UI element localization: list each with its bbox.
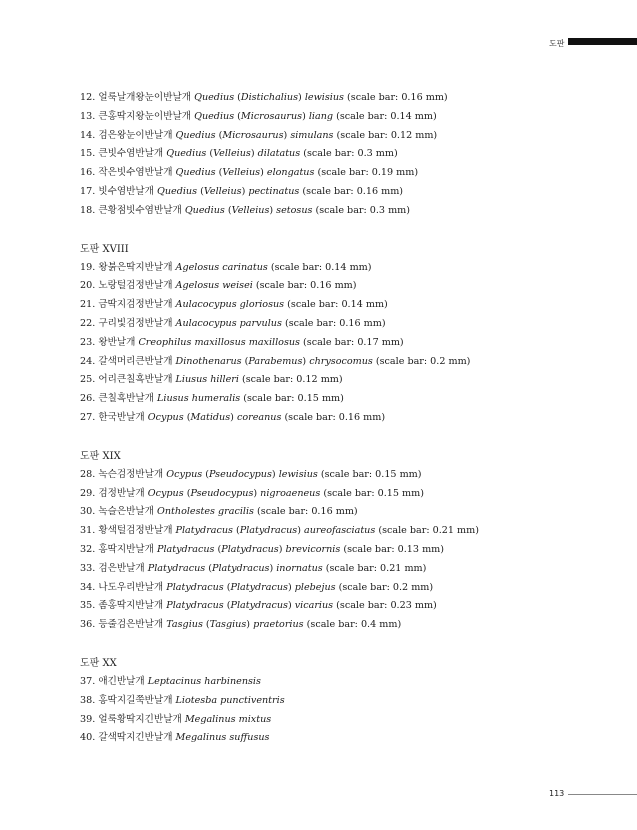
taxon-name-part: Ocypus (147, 411, 184, 423)
entry-number: 15. (80, 148, 96, 160)
entry-number: 40. (80, 732, 96, 744)
taxon-punctuation: ) (260, 167, 267, 179)
entry-number: 30. (80, 506, 96, 518)
scientific-name (166, 582, 335, 593)
korean-name: 녹슬은반날개 (98, 506, 154, 518)
caption-entry (80, 579, 617, 598)
taxon-punctuation: ( (202, 468, 209, 480)
taxon-name-part: Platydracus (230, 600, 288, 612)
korean-name: 구리빛검정반날개 (98, 317, 173, 329)
taxon-punctuation: ( (241, 355, 249, 367)
caption-entry (80, 560, 617, 579)
caption-entry (80, 597, 617, 616)
taxon-punctuation: ( (202, 619, 210, 631)
caption-entry (80, 89, 617, 108)
caption-entry (80, 145, 617, 164)
scale-bar-note: (scale bar: 0.15 mm) (323, 487, 424, 499)
scientific-name (176, 130, 334, 141)
section-header-label: 도판 (549, 39, 565, 48)
taxon-name-part: lewisius (304, 92, 344, 103)
taxon-name-part: Platydracus (211, 562, 270, 574)
taxon-name-part: Creophilus maxillosus maxillosus (138, 336, 300, 348)
caption-entry (80, 183, 617, 202)
korean-name: 큰홍딱지왕눈이반날개 (98, 110, 192, 122)
taxon-name-part: Velleius (222, 167, 261, 179)
scale-bar-note: (scale bar: 0.16 mm) (284, 317, 386, 329)
korean-name: 애긴반날개 (98, 675, 145, 687)
taxon-name-part: Distichalius (240, 92, 299, 103)
caption-entry (80, 296, 617, 315)
scientific-name (157, 506, 254, 517)
korean-name: 큰황점빗수염반날개 (98, 204, 182, 216)
taxon-name-part: brevicornis (285, 543, 341, 555)
taxon-name-part: praetorius (253, 619, 304, 631)
entry-number: 23. (80, 336, 96, 348)
caption-entry (80, 729, 617, 748)
korean-name: 얼룩날개왕눈이반날개 (98, 92, 192, 103)
taxon-name-part: vicarius (294, 600, 334, 612)
taxon-name-part: lewisius (278, 468, 318, 480)
taxon-punctuation: ( (223, 581, 231, 593)
scientific-name (166, 148, 300, 159)
entry-number: 24. (80, 355, 96, 367)
korean-name: 작은빗수염반날개 (98, 167, 173, 179)
scientific-name (148, 488, 321, 499)
taxon-punctuation: ( (223, 600, 231, 612)
korean-name: 얼룩황딱지긴반날개 (98, 713, 182, 725)
taxon-name-part: Platydracus (230, 581, 288, 593)
entry-number: 38. (80, 694, 96, 706)
scale-bar-note: (scale bar: 0.4 mm) (306, 619, 402, 631)
taxon-name-part: Quedius (194, 110, 235, 122)
taxon-punctuation: ) (298, 92, 305, 103)
korean-name: 검정반날개 (98, 487, 145, 499)
scientific-name (157, 393, 240, 404)
scientific-name (176, 374, 239, 385)
taxon-name-part: Matidus (190, 411, 231, 423)
entry-number: 12. (80, 92, 96, 103)
taxon-name-part: plebejus (294, 581, 336, 593)
taxon-punctuation: ( (197, 185, 204, 197)
scale-bar-note: (scale bar: 0.15 mm) (243, 393, 344, 405)
taxon-punctuation: ( (214, 543, 222, 555)
scientific-name (138, 337, 300, 348)
plate-section-title: 도판 XVIII (80, 243, 129, 255)
caption-entry (80, 466, 617, 485)
scale-bar-note: (scale bar: 0.16 mm) (255, 280, 357, 292)
scale-bar-note: (scale bar: 0.12 mm) (242, 374, 343, 386)
korean-name: 큰빗수염반날개 (98, 148, 164, 160)
taxon-name-part: inornatus (276, 562, 323, 574)
entry-number: 29. (80, 487, 96, 499)
entry-number: 32. (80, 543, 96, 555)
taxon-name-part: elongatus (266, 167, 315, 179)
taxon-name-part: Quedius (184, 204, 225, 216)
taxon-name-part: Velleius (213, 148, 251, 160)
taxon-punctuation: ) (269, 562, 277, 574)
taxon-punctuation: ) (283, 129, 291, 141)
taxon-name-part: Platydracus (239, 525, 298, 537)
taxon-name-part: Platydracus (175, 525, 233, 537)
entry-number: 34. (80, 581, 96, 593)
taxon-name-part: Quedius (175, 129, 216, 141)
taxon-name-part: Quedius (166, 148, 207, 160)
taxon-punctuation: ( (234, 92, 241, 103)
caption-entry (80, 503, 617, 522)
taxon-punctuation: ( (234, 110, 241, 122)
taxon-punctuation: ( (205, 562, 212, 574)
taxon-name-part: Dinothenarus (175, 355, 242, 367)
caption-entry (80, 334, 617, 353)
korean-name: 검은왕눈이반날개 (98, 129, 173, 141)
entry-number: 33. (80, 562, 96, 574)
caption-entry (80, 616, 617, 635)
taxon-name-part: Platydracus (221, 543, 279, 555)
entry-number: 21. (80, 299, 96, 311)
korean-name: 황색털검정반날개 (98, 525, 173, 537)
taxon-name-part: Microsaurus (240, 110, 303, 122)
taxon-punctuation: ) (287, 581, 295, 593)
entry-number: 17. (80, 185, 96, 197)
caption-entry (80, 541, 617, 560)
taxon-punctuation: ( (215, 167, 223, 179)
taxon-name-part: Pseudocypus (208, 468, 272, 480)
scientific-name (176, 318, 282, 329)
caption-entry (80, 108, 617, 127)
scale-bar-note: (scale bar: 0.21 mm) (378, 525, 479, 537)
entry-number: 31. (80, 525, 96, 537)
scientific-name (194, 111, 333, 122)
scientific-name (157, 186, 299, 197)
scale-bar-note: (scale bar: 0.23 mm) (336, 600, 437, 612)
entry-number: 13. (80, 110, 96, 122)
scientific-name (166, 619, 303, 630)
taxon-name-part: Ontholestes gracilis (157, 506, 254, 518)
korean-name: 갈색딱지긴반날개 (98, 732, 173, 744)
taxon-name-part: Platydracus (166, 581, 224, 593)
scale-bar-note: (scale bar: 0.16 mm) (302, 185, 404, 197)
entry-number: 14. (80, 129, 96, 141)
taxon-punctuation: ( (232, 525, 240, 537)
taxon-name-part: pectinatus (248, 185, 300, 197)
taxon-punctuation: ) (241, 185, 249, 197)
taxon-name-part: Pseudocypus (190, 487, 254, 499)
scale-bar-note: (scale bar: 0.16 mm) (347, 92, 448, 103)
scale-bar-note: (scale bar: 0.16 mm) (284, 411, 386, 423)
scientific-name (176, 695, 285, 706)
scale-bar-note: (scale bar: 0.13 mm) (343, 543, 445, 555)
taxon-punctuation: ( (206, 148, 214, 160)
taxon-name-part: chrysocomus (309, 355, 373, 367)
korean-name: 좀홍딱지반날개 (98, 600, 164, 612)
scale-bar-note: (scale bar: 0.2 mm) (338, 581, 434, 593)
taxon-name-part: Ocypus (147, 487, 184, 499)
entry-number: 22. (80, 317, 96, 329)
taxon-name-part: Velleius (231, 204, 270, 216)
taxon-name-part: Agelosus carinatus (175, 261, 268, 273)
scale-bar-note: (scale bar: 0.15 mm) (320, 468, 422, 480)
scale-bar-note: (scale bar: 0.17 mm) (303, 336, 404, 348)
korean-name: 빗수염반날개 (98, 185, 154, 197)
taxon-name-part: Tasgius (166, 619, 203, 631)
taxon-name-part: Liusus hilleri (175, 374, 239, 386)
korean-name: 녹슨검정반날개 (98, 468, 164, 480)
taxon-punctuation: ) (302, 355, 310, 367)
taxon-name-part: Quedius (157, 185, 198, 197)
taxon-punctuation: ) (230, 411, 237, 423)
taxon-name-part: Agelosus weisei (175, 280, 253, 292)
scientific-name (176, 525, 376, 536)
entry-number: 37. (80, 675, 96, 687)
korean-name: 왕붉은딱지반날개 (98, 261, 173, 273)
taxon-name-part: Megalinus mixtus (184, 713, 272, 725)
scientific-name (157, 544, 340, 555)
taxon-name-part: nigroaeneus (260, 487, 321, 499)
scientific-name (176, 732, 270, 743)
caption-entry (80, 371, 617, 390)
taxon-punctuation: ) (287, 600, 295, 612)
caption-entry (80, 522, 617, 541)
taxon-name-part: Aulacocypus gloriosus (175, 299, 285, 311)
caption-entry (80, 353, 617, 372)
scientific-name (148, 412, 282, 423)
taxon-name-part: aureofasciatus (304, 525, 376, 537)
scale-bar-note: (scale bar: 0.3 mm) (315, 204, 411, 216)
caption-entry (80, 164, 617, 183)
entry-number: 39. (80, 713, 96, 725)
taxon-name-part: Tasgius (209, 619, 247, 631)
korean-name: 큰칠흑반날개 (98, 393, 154, 405)
plate-caption-list (80, 89, 617, 748)
header-bar (568, 38, 637, 45)
taxon-name-part: liang (308, 110, 334, 122)
taxon-punctuation: ) (246, 619, 254, 631)
entry-number: 25. (80, 374, 96, 386)
scale-bar-note: (scale bar: 0.3 mm) (303, 148, 398, 160)
entry-number: 16. (80, 167, 96, 179)
caption-entry (80, 692, 617, 711)
scientific-name (185, 205, 313, 216)
scientific-name (148, 563, 323, 574)
scale-bar-note: (scale bar: 0.16 mm) (257, 506, 358, 518)
korean-name: 갈색머리큰반날개 (98, 355, 173, 367)
taxon-punctuation: ) (271, 468, 279, 480)
plate-section-title: 도판 XIX (80, 450, 121, 462)
entry-number: 20. (80, 280, 96, 292)
caption-entry (80, 390, 617, 409)
caption-entry (80, 711, 617, 730)
entry-number: 36. (80, 619, 96, 631)
taxon-punctuation: ( (183, 411, 191, 423)
korean-name: 홍딱지길쭉반날개 (98, 694, 173, 706)
korean-name: 어리큰칠흑반날개 (98, 374, 173, 386)
taxon-punctuation: ) (302, 110, 309, 122)
entry-number: 18. (80, 204, 96, 216)
scientific-name (166, 600, 333, 611)
plate-section-title: 도판 XX (80, 657, 117, 669)
taxon-name-part: Quedius (175, 167, 216, 179)
korean-name: 홍딱지반날개 (98, 543, 154, 555)
scientific-name (194, 92, 344, 103)
taxon-name-part: Velleius (203, 185, 242, 197)
taxon-name-part: Platydracus (157, 543, 215, 555)
scientific-name (176, 299, 285, 310)
entry-number: 35. (80, 600, 96, 612)
scale-bar-note: (scale bar: 0.14 mm) (336, 110, 437, 122)
taxon-punctuation: ( (215, 129, 223, 141)
page-number: 113 (549, 789, 565, 798)
korean-name: 금딱지검정반날개 (98, 299, 173, 311)
taxon-name-part: Liusus humeralis (157, 393, 241, 405)
taxon-punctuation: ( (183, 487, 191, 499)
scientific-name (176, 280, 253, 291)
taxon-name-part: Aulacocypus parvulus (175, 317, 282, 329)
caption-entry (80, 485, 617, 504)
caption-entry (80, 409, 617, 428)
korean-name: 한국반날개 (98, 411, 145, 423)
caption-entry (80, 315, 617, 334)
scientific-name (176, 356, 373, 367)
entry-number: 27. (80, 411, 96, 423)
scale-bar-note: (scale bar: 0.21 mm) (325, 562, 427, 574)
taxon-name-part: dilatatus (257, 148, 301, 160)
scale-bar-note: (scale bar: 0.19 mm) (317, 167, 419, 179)
taxon-punctuation: ( (224, 204, 232, 216)
scale-bar-note: (scale bar: 0.14 mm) (270, 261, 372, 273)
taxon-name-part: coreanus (236, 411, 282, 423)
korean-name: 왕반날개 (98, 336, 136, 348)
taxon-name-part: Platydracus (147, 562, 206, 574)
taxon-name-part: Parabemus (248, 355, 303, 367)
taxon-punctuation: ) (297, 525, 305, 537)
caption-entry (80, 673, 617, 692)
entry-number: 26. (80, 393, 96, 405)
taxon-punctuation: ) (250, 148, 258, 160)
scale-bar-note: (scale bar: 0.2 mm) (375, 355, 471, 367)
taxon-name-part: Megalinus suffusus (175, 732, 270, 744)
caption-entry (80, 127, 617, 146)
taxon-name-part: setosus (276, 204, 313, 216)
scientific-name (176, 262, 268, 273)
taxon-punctuation: ) (253, 487, 261, 499)
taxon-name-part: Leptacinus harbinensis (147, 675, 261, 687)
taxon-name-part: Microsaurus (222, 129, 284, 141)
scale-bar-note: (scale bar: 0.12 mm) (336, 129, 438, 141)
taxon-name-part: simulans (290, 129, 334, 141)
korean-name: 노랑털검정반날개 (98, 280, 173, 292)
entry-number: 19. (80, 261, 96, 273)
scientific-name (166, 469, 318, 480)
caption-entry (80, 259, 617, 278)
taxon-name-part: Liotesba punctiventris (175, 694, 285, 706)
scientific-name (176, 167, 315, 178)
entry-number: 28. (80, 468, 96, 480)
scientific-name (185, 714, 271, 725)
caption-entry (80, 202, 617, 221)
taxon-punctuation: ) (278, 543, 286, 555)
scientific-name (148, 676, 261, 687)
korean-name: 등줄검은반날개 (98, 619, 164, 631)
footer-rule (568, 794, 637, 795)
taxon-name-part: Quedius (194, 92, 235, 103)
caption-entry (80, 277, 617, 296)
taxon-name-part: Platydracus (166, 600, 224, 612)
taxon-punctuation: ) (269, 204, 277, 216)
korean-name: 나도우리반날개 (98, 581, 164, 593)
korean-name: 검은반날개 (98, 562, 145, 574)
taxon-name-part: Ocypus (166, 468, 203, 480)
scale-bar-note: (scale bar: 0.14 mm) (287, 299, 388, 311)
